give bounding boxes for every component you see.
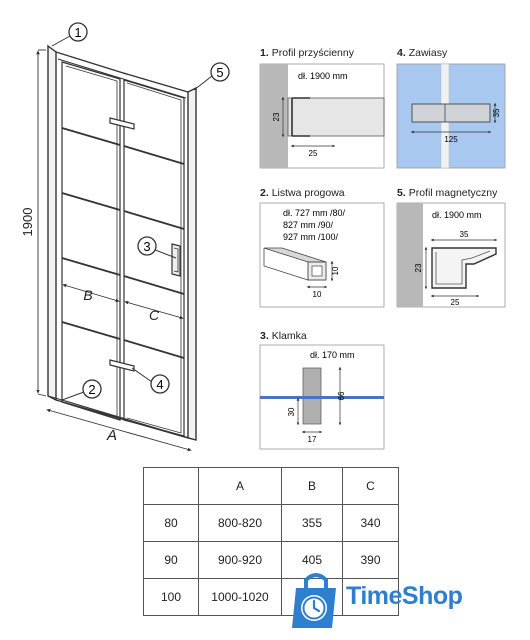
panel-3-box	[260, 345, 384, 449]
panel-3-num: 3.	[260, 330, 269, 342]
panel-2-dim-width: 10	[312, 290, 322, 299]
table-header-cell: C	[343, 468, 399, 505]
callout-5-label: 5	[216, 65, 224, 80]
table-cell: 900-920	[199, 542, 282, 579]
panel-2-box	[260, 203, 384, 307]
table-header-row	[144, 468, 399, 505]
panel-3-dim-lower: 30	[287, 407, 296, 417]
callout-3	[138, 237, 156, 255]
panel-5-num: 5.	[397, 187, 406, 199]
panel-2-dim-height: 10	[331, 266, 340, 276]
dim-height: 1900	[20, 207, 35, 237]
panel-1-dim-width: 25	[308, 149, 318, 158]
table-cell: 100	[144, 579, 199, 616]
table-cell: 80	[144, 505, 199, 542]
callout-3-label: 3	[143, 239, 151, 254]
panel-2-name: Listwa progowa	[271, 187, 345, 199]
panel-2-num: 2.	[260, 187, 269, 199]
panel-2-note-2: 827 mm /90/	[283, 220, 334, 230]
table-cell: 800-820	[199, 505, 282, 542]
panel-1-box	[260, 64, 384, 168]
table-cell: 340	[343, 505, 399, 542]
panel-2-note-3: 927 mm /100/	[283, 232, 339, 242]
clock-bag-icon	[288, 566, 344, 630]
callout-4-label: 4	[156, 377, 164, 392]
panel-5-title	[397, 187, 497, 199]
table-row	[144, 505, 399, 542]
panel-4-box	[397, 64, 505, 168]
callout-2-label: 2	[88, 382, 96, 397]
callout-1-label: 1	[74, 25, 82, 40]
door-drawing	[48, 46, 196, 440]
panel-5-name: Profil magnetyczny	[408, 187, 498, 199]
panel-5-note: dł. 1900 mm	[432, 210, 482, 220]
panel-2-title	[260, 187, 345, 199]
callout-2	[83, 380, 101, 398]
panel-3-dim-height: 66	[337, 391, 346, 401]
panel-1-note: dł. 1900 mm	[298, 71, 348, 81]
panel-4-name: Zawiasy	[408, 47, 448, 59]
table-header-cell: A	[199, 468, 282, 505]
table-cell: 390	[343, 542, 399, 579]
panel-4-dim-width: 125	[444, 135, 458, 144]
dim-a: A	[106, 427, 118, 444]
dim-b: B	[83, 287, 93, 303]
panel-5-box	[397, 203, 505, 307]
table-cell: 355	[282, 505, 343, 542]
table-header-cell: B	[282, 468, 343, 505]
panel-3-name: Klamka	[271, 330, 307, 342]
panel-5-dim-height: 23	[414, 263, 423, 273]
panel-5-dim-top: 35	[459, 230, 469, 239]
brand-logo	[288, 566, 518, 636]
panel-3-dim-width: 17	[307, 435, 317, 444]
panel-4-num: 4.	[397, 47, 406, 59]
callout-5	[211, 63, 229, 81]
table-cell: 1000-1020	[199, 579, 282, 616]
panel-1-dim-height: 23	[272, 112, 281, 122]
brand-name: TimeShop	[346, 582, 463, 610]
panel-3-title	[260, 330, 307, 342]
panel-2-note-1: dł. 727 mm /80/	[283, 208, 346, 218]
table-cell: 90	[144, 542, 199, 579]
panel-4-dim-height: 35	[492, 108, 501, 118]
callout-1	[69, 23, 87, 41]
panel-1-name: Profil przyścienny	[271, 47, 354, 59]
panel-1-title	[260, 47, 354, 59]
panel-4-title	[397, 47, 447, 59]
table-cell: 405	[282, 542, 343, 579]
callout-4	[151, 375, 169, 393]
panel-3-note: dł. 170 mm	[310, 350, 355, 360]
panel-1-num: 1.	[260, 47, 269, 59]
panel-5-dim-bottom: 25	[450, 298, 460, 307]
table-header-cell	[144, 468, 199, 505]
dim-c: C	[148, 307, 160, 323]
